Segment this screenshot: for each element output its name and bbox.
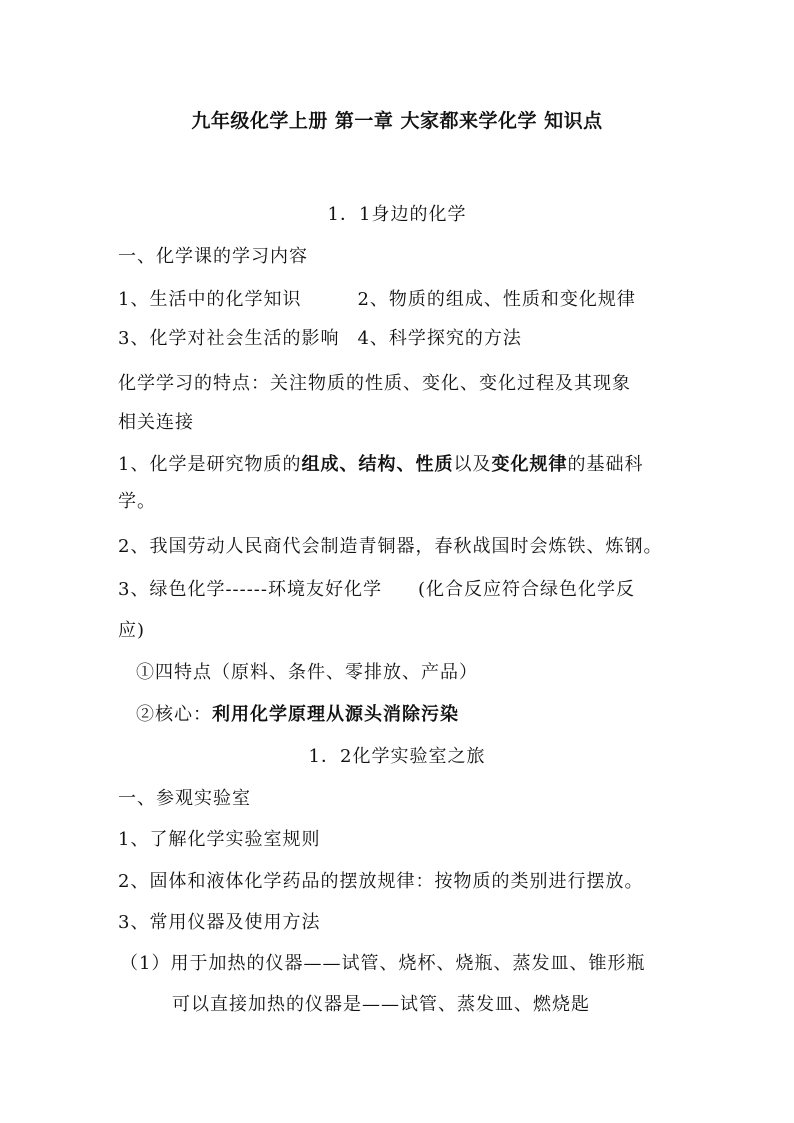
lab-item-2: 2、固体和液体化学药品的摆放规律：按物质的类别进行摆放。 — [118, 871, 644, 892]
paragraph-1-bold-b: 组成、结构、性质 — [301, 454, 454, 475]
paragraph-2: 2、我国劳动人民商代会制造青铜器，春秋战国时会炼铁、炼钢。 — [118, 536, 663, 557]
core-bold-text: 利用化学原理从源头消除污染 — [212, 704, 459, 725]
subheading-visit-lab: 一、参观实验室 — [118, 788, 251, 809]
core-principle — [136, 703, 459, 727]
heating-instruments: （1）用于加热的仪器——试管、烧杯、烧瓶、蒸发皿、锥形瓶 — [120, 953, 646, 974]
related-links-heading: 相关连接 — [118, 412, 194, 433]
paragraph-1-bold-d: 变化规律 — [491, 454, 568, 475]
page-title: 九年级化学上册 第一章 大家都来学化学 知识点 — [191, 110, 603, 132]
core-label: ②核心： — [136, 704, 212, 725]
four-features: ①四特点（原料、条件、零排放、产品） — [136, 662, 478, 683]
content-item-3-4 — [118, 327, 522, 351]
paragraph-1 — [118, 453, 643, 477]
paragraph-3-continued: 应) — [118, 620, 146, 641]
content-item-3: 3、化学对社会生活的影响 — [118, 328, 340, 349]
study-features: 化学学习的特点：关注物质的性质、变化、变化过程及其现象 — [118, 373, 631, 394]
paragraph-3-text-b: (化合反应符合绿色化学反 — [417, 579, 635, 600]
paragraph-3 — [118, 578, 635, 602]
lab-item-1: 1、了解化学实验室规则 — [118, 829, 321, 850]
subheading-study-content: 一、化学课的学习内容 — [118, 246, 308, 267]
paragraph-1-text-a: 1、化学是研究物质的 — [118, 454, 302, 475]
paragraph-3-text-a: 3、绿色化学------环境友好化学 — [118, 579, 382, 600]
lab-item-3: 3、常用仪器及使用方法 — [118, 912, 321, 933]
section-heading-1-1: 1．1身边的化学 — [327, 204, 467, 225]
content-item-4: 4、科学探究的方法 — [357, 328, 522, 349]
paragraph-1-continued: 学。 — [118, 491, 156, 512]
paragraph-1-text-e: 的基础科 — [567, 454, 644, 475]
content-item-2: 2、物质的组成、性质和变化规律 — [357, 289, 636, 310]
content-item-1-2 — [118, 288, 636, 312]
content-item-1: 1、生活中的化学知识 — [118, 289, 302, 310]
paragraph-1-text-c: 以及 — [453, 454, 492, 475]
direct-heating-instruments: 可以直接加热的仪器是——试管、蒸发皿、燃烧匙 — [172, 994, 590, 1015]
section-heading-1-2: 1．2化学实验室之旅 — [308, 746, 486, 767]
